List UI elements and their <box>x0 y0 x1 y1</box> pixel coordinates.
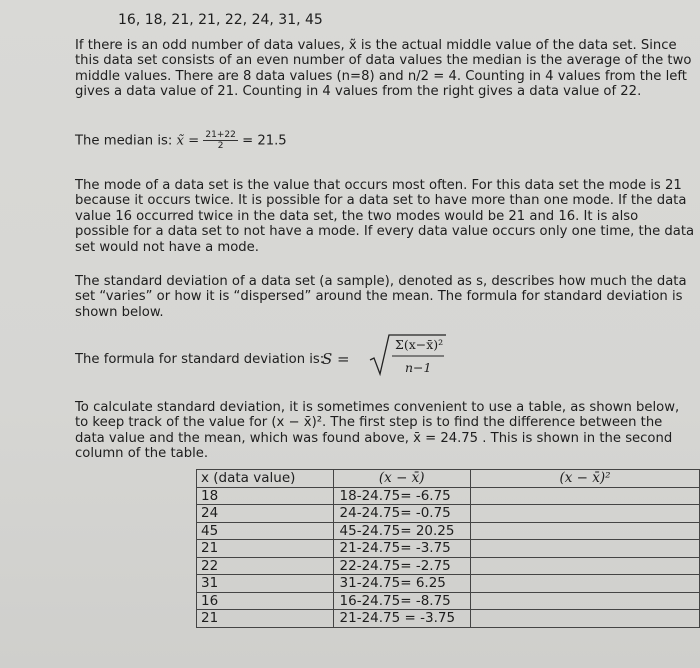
sd-paragraph: The standard deviation of a data set (a sample), denoted as s, describes how much the data set “varies” or how it is “dispersed” around the mean. The formula for standard deviation is shown below. <box>75 274 687 320</box>
median-formula <box>75 130 287 151</box>
header-squared-deviation: (x − x̄)² <box>470 470 699 488</box>
cell-deviation: 22-24.75= -2.75 <box>333 557 470 575</box>
data-values-line: 16, 18, 21, 21, 22, 24, 31, 45 <box>118 12 323 28</box>
cell-squared[interactable] <box>470 540 699 558</box>
cell-deviation: 21-24.75= -3.75 <box>333 540 470 558</box>
table-row <box>197 522 700 540</box>
table-row <box>197 575 700 593</box>
header-deviation: (x − x̄) <box>333 470 470 488</box>
cell-x: 22 <box>197 557 334 575</box>
sd-lhs: S = <box>322 350 350 368</box>
cell-deviation: 24-24.75= -0.75 <box>333 505 470 523</box>
cell-x: 21 <box>197 610 334 628</box>
cell-squared[interactable] <box>470 610 699 628</box>
cell-deviation: 21-24.75 = -3.75 <box>333 610 470 628</box>
cell-squared[interactable] <box>470 575 699 593</box>
cell-x: 16 <box>197 592 334 610</box>
sd-numerator: Σ(x−x̄)² <box>395 337 444 352</box>
cell-deviation: 31-24.75= 6.25 <box>333 575 470 593</box>
table-row <box>197 540 700 558</box>
median-fraction <box>203 130 237 151</box>
sd-label: The formula for standard deviation is: <box>75 352 325 367</box>
table-row <box>197 610 700 628</box>
table-row <box>197 487 700 505</box>
cell-squared[interactable] <box>470 592 699 610</box>
table-paragraph: To calculate standard deviation, it is sometimes convenient to use a table, as shown below, to keep track of the value for (x − x̄)². The first step is to find the difference between the data value and the mean, which was found above, x̄ = 24.75 . This is shown in the second column of the table. <box>75 400 680 462</box>
header-x: x (data value) <box>197 470 334 488</box>
cell-squared[interactable] <box>470 487 699 505</box>
cell-x: 18 <box>197 487 334 505</box>
cell-deviation: 18-24.75= -6.75 <box>333 487 470 505</box>
median-result: = 21.5 <box>242 133 287 149</box>
deviation-table <box>196 469 700 628</box>
median-numerator: 21+22 <box>205 130 236 140</box>
sd-denominator: n−1 <box>405 360 432 375</box>
cell-squared[interactable] <box>470 557 699 575</box>
cell-x: 31 <box>197 575 334 593</box>
table-row <box>197 557 700 575</box>
cell-x: 45 <box>197 522 334 540</box>
cell-squared[interactable] <box>470 522 699 540</box>
median-denominator: 2 <box>217 141 224 151</box>
table-row <box>197 505 700 523</box>
table-row <box>197 592 700 610</box>
cell-deviation: 45-24.75= 20.25 <box>333 522 470 540</box>
median-paragraph: If there is an odd number of data values, x̃ is the actual middle value of the data set. Since this data set consists of an even number of data values the median is the average of the two middle values. There are 8 data values (n=8) and n/2 = 4. Counting in 4 values from the left gives a data value of 21. Counting in 4 values from the right gives a data value of 22. <box>75 38 692 100</box>
median-label: The median is: <box>75 133 173 149</box>
cell-x: 24 <box>197 505 334 523</box>
mode-paragraph: The mode of a data set is the value that occurs most often. For this data set the mode is 21 because it occurs twice. It is possible for a data set to have more than one mode. If the data value 16 occurred twice in the data set, the two modes would be 21 and 16. It is also possible for a data set to not have a mode. If every data value occurs only one time, the data set would not have a mode. <box>75 178 695 255</box>
median-symbol: x̃ = <box>176 133 200 149</box>
table-header-row <box>197 470 700 488</box>
cell-deviation: 16-24.75= -8.75 <box>333 592 470 610</box>
cell-squared[interactable] <box>470 505 699 523</box>
cell-x: 21 <box>197 540 334 558</box>
sd-formula <box>75 330 475 380</box>
